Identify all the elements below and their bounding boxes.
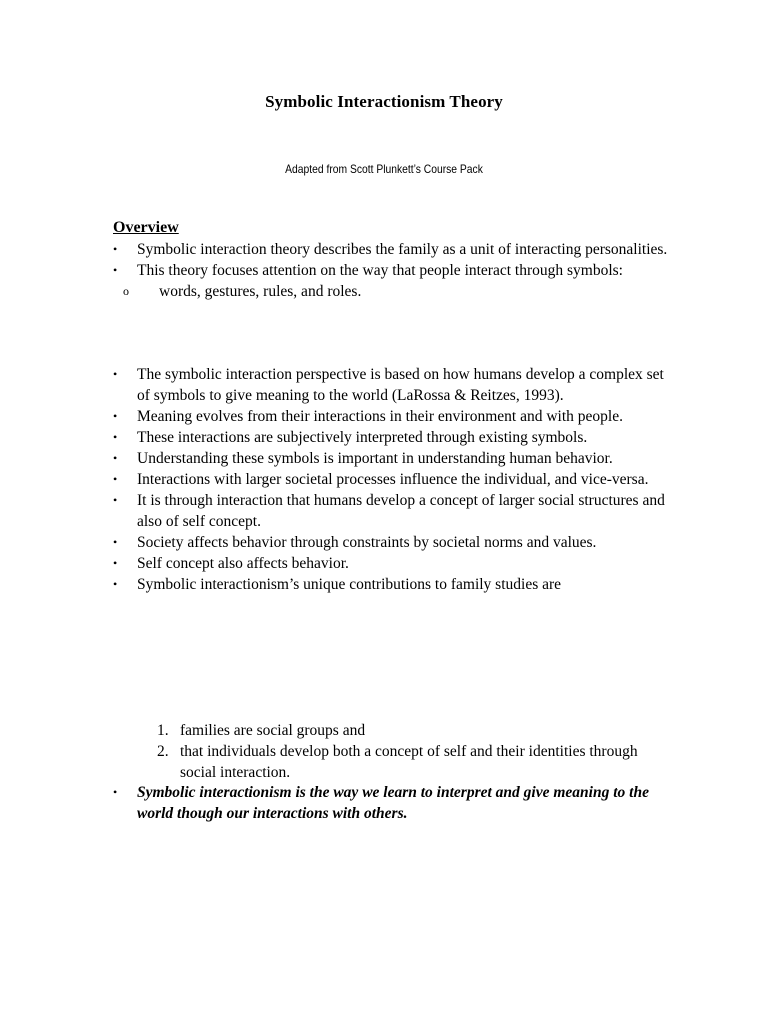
bullet-icon: • — [113, 577, 118, 591]
conclusion-list — [113, 782, 673, 824]
bullet-icon: • — [113, 409, 118, 423]
list-item-text: Symbolic interactionism’s unique contributions to family studies are — [137, 576, 562, 593]
list-item — [113, 782, 673, 824]
bullet-icon: • — [113, 367, 118, 381]
item-number: 2. — [157, 743, 169, 760]
list-item-text: Understanding these symbols is important in understanding human behavior. — [137, 450, 613, 467]
bullet-icon: • — [113, 493, 118, 507]
list-item-text: Society affects behavior through constraints by societal norms and values. — [137, 534, 597, 551]
list-item-text: Symbolic interaction theory describes the family as a unit of interacting personalities. — [137, 241, 668, 258]
sub-bullet-icon: o — [123, 284, 129, 298]
list-item-text: These interactions are subjectively interpreted through existing symbols. — [137, 429, 588, 446]
numbered-item — [113, 741, 673, 783]
sub-list-item — [113, 281, 673, 302]
list-item-text: Meaning evolves from their interactions in their environment and with people. — [137, 408, 623, 425]
bullet-icon: • — [113, 430, 118, 444]
item-number: 1. — [157, 722, 169, 739]
bullet-icon: • — [113, 263, 118, 277]
overview-list-1 — [113, 239, 673, 302]
list-item-text: This theory focuses attention on the way that people interact through symbols: — [137, 262, 623, 279]
bullet-icon: • — [113, 451, 118, 465]
list-item-text: The symbolic interaction perspective is based on how humans develop a complex set of symbols to give meaning to the world (LaRossa & Reitzes, 1993). — [137, 366, 664, 404]
list-item-text: It is through interaction that humans develop a concept of larger social structures and also of self concept. — [137, 492, 665, 530]
numbered-item-text: families are social groups and — [180, 722, 366, 739]
list-item — [113, 427, 673, 448]
list-item-text: Interactions with larger societal processes influence the individual, and vice-versa. — [137, 471, 649, 488]
list-item-text: Self concept also affects behavior. — [137, 555, 349, 572]
conclusion-text: Symbolic interactionism is the way we learn to interpret and give meaning to the world though our interactions with others. — [137, 784, 649, 822]
section-heading-overview: Overview — [113, 219, 179, 236]
list-item — [113, 364, 673, 406]
overview-list-2 — [113, 364, 673, 595]
bullet-icon: • — [113, 472, 118, 486]
bullet-icon: • — [113, 785, 118, 799]
list-item — [113, 239, 673, 260]
list-item — [113, 553, 673, 574]
list-item — [113, 469, 673, 490]
document-title: Symbolic Interactionism Theory — [265, 92, 503, 111]
bullet-icon: • — [113, 242, 118, 256]
bullet-icon: • — [113, 535, 118, 549]
list-item — [113, 574, 673, 595]
bullet-icon: • — [113, 556, 118, 570]
list-item — [113, 532, 673, 553]
sub-list-item-text: words, gestures, rules, and roles. — [159, 283, 362, 300]
list-item — [113, 490, 673, 532]
numbered-item-text: that individuals develop both a concept of self and their identities through social interaction. — [180, 743, 638, 781]
contributions-numbered-list — [113, 720, 673, 783]
numbered-item — [113, 720, 673, 741]
list-item — [113, 260, 673, 281]
list-item — [113, 448, 673, 469]
document-subtitle: Adapted from Scott Plunkett’s Course Pack — [285, 162, 483, 176]
list-item — [113, 406, 673, 427]
